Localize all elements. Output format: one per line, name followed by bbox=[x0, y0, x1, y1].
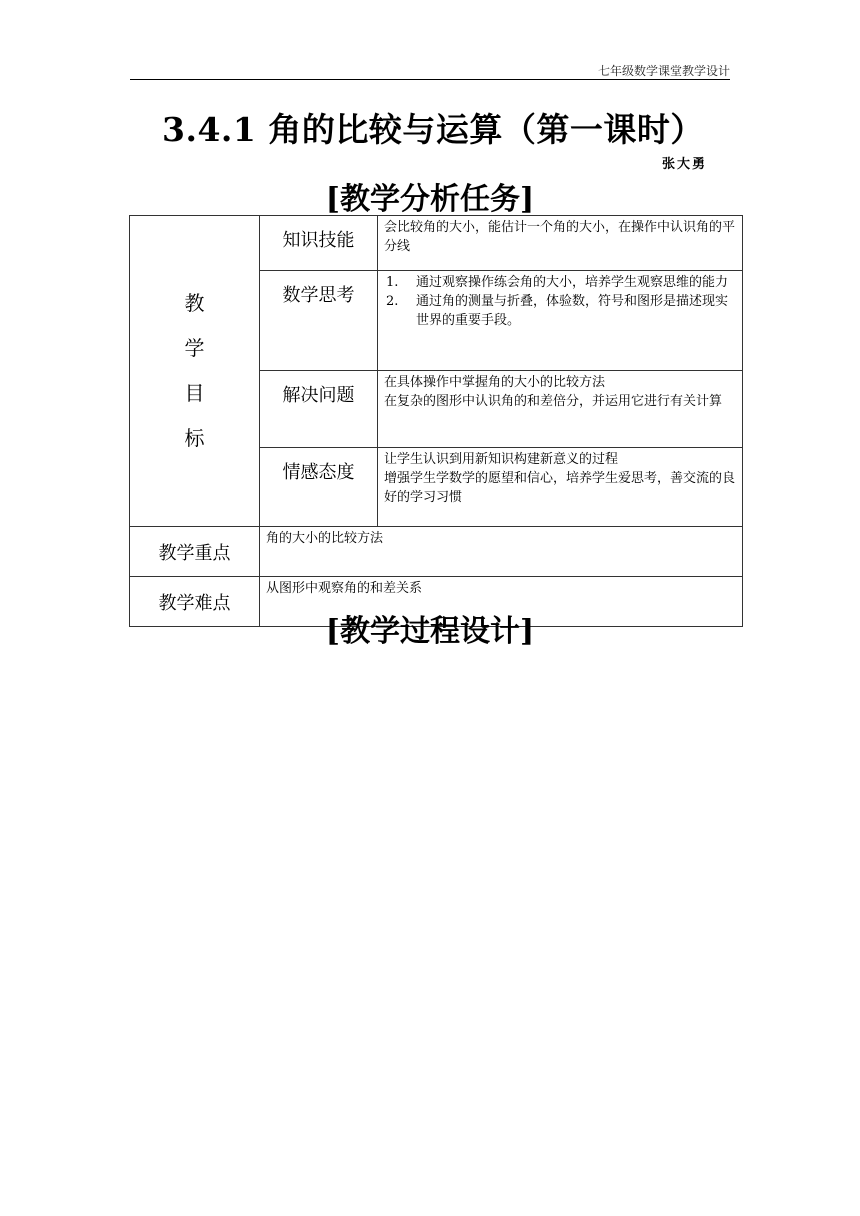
list-item-text: 通过角的测量与折叠，体验数，符号和图形是描述现实世界的重要手段。 bbox=[416, 294, 729, 328]
description-line: 在复杂的图形中认识角的和差倍分，并运用它进行有关计算 bbox=[384, 394, 723, 409]
category-problem-solving: 解决问题 bbox=[260, 371, 378, 448]
category-math-thinking: 数学思考 bbox=[260, 271, 378, 371]
list-number: 2. bbox=[386, 294, 399, 309]
teaching-analysis-table bbox=[129, 215, 743, 627]
description-line: 增强学生学数学的愿望和信心，培养学生爱思考，善交流的良好的学习习惯 bbox=[384, 471, 736, 505]
objectives-char: 学 bbox=[184, 336, 205, 360]
table-row bbox=[130, 527, 743, 577]
section-heading-process: [教学过程设计] bbox=[325, 614, 535, 649]
description-cell bbox=[378, 271, 743, 371]
table-row bbox=[130, 216, 743, 271]
list-number: 1. bbox=[386, 275, 399, 290]
description-line: 会比较角的大小，能估计一个角的大小，在操作中认识角的平分线 bbox=[384, 220, 736, 254]
teaching-objectives-label bbox=[185, 281, 205, 461]
section-heading-analysis: [教学分析任务] bbox=[325, 182, 535, 217]
author-name: 张大勇 bbox=[661, 157, 707, 172]
description-cell bbox=[378, 448, 743, 527]
key-point-label: 教学重点 bbox=[130, 527, 260, 577]
running-header: 七年级数学课堂教学设计 bbox=[597, 64, 730, 78]
document-title: 3.4.1 角的比较与运算（第一课时） bbox=[162, 110, 704, 149]
list-item bbox=[384, 273, 736, 292]
description-cell bbox=[378, 371, 743, 448]
header-rule bbox=[130, 79, 730, 80]
objectives-char: 教 bbox=[184, 291, 205, 315]
difficult-point-text: 从图形中观察角的和差关系 bbox=[260, 577, 743, 627]
teaching-objectives-cell bbox=[130, 216, 260, 527]
list-item bbox=[384, 292, 736, 330]
category-attitude: 情感态度 bbox=[260, 448, 378, 527]
description-line: 让学生认识到用新知识构建新意义的过程 bbox=[384, 452, 619, 467]
objectives-char: 标 bbox=[184, 426, 205, 450]
description-line: 在具体操作中掌握角的大小的比较方法 bbox=[384, 375, 606, 390]
category-knowledge-skills: 知识技能 bbox=[260, 216, 378, 271]
objectives-char: 目 bbox=[184, 381, 205, 405]
difficult-point-label: 教学难点 bbox=[130, 577, 260, 627]
list-item-text: 通过观察操作练会角的大小，培养学生观察思维的能力 bbox=[416, 275, 729, 290]
description-cell bbox=[378, 216, 743, 271]
key-point-text: 角的大小的比较方法 bbox=[260, 527, 743, 577]
